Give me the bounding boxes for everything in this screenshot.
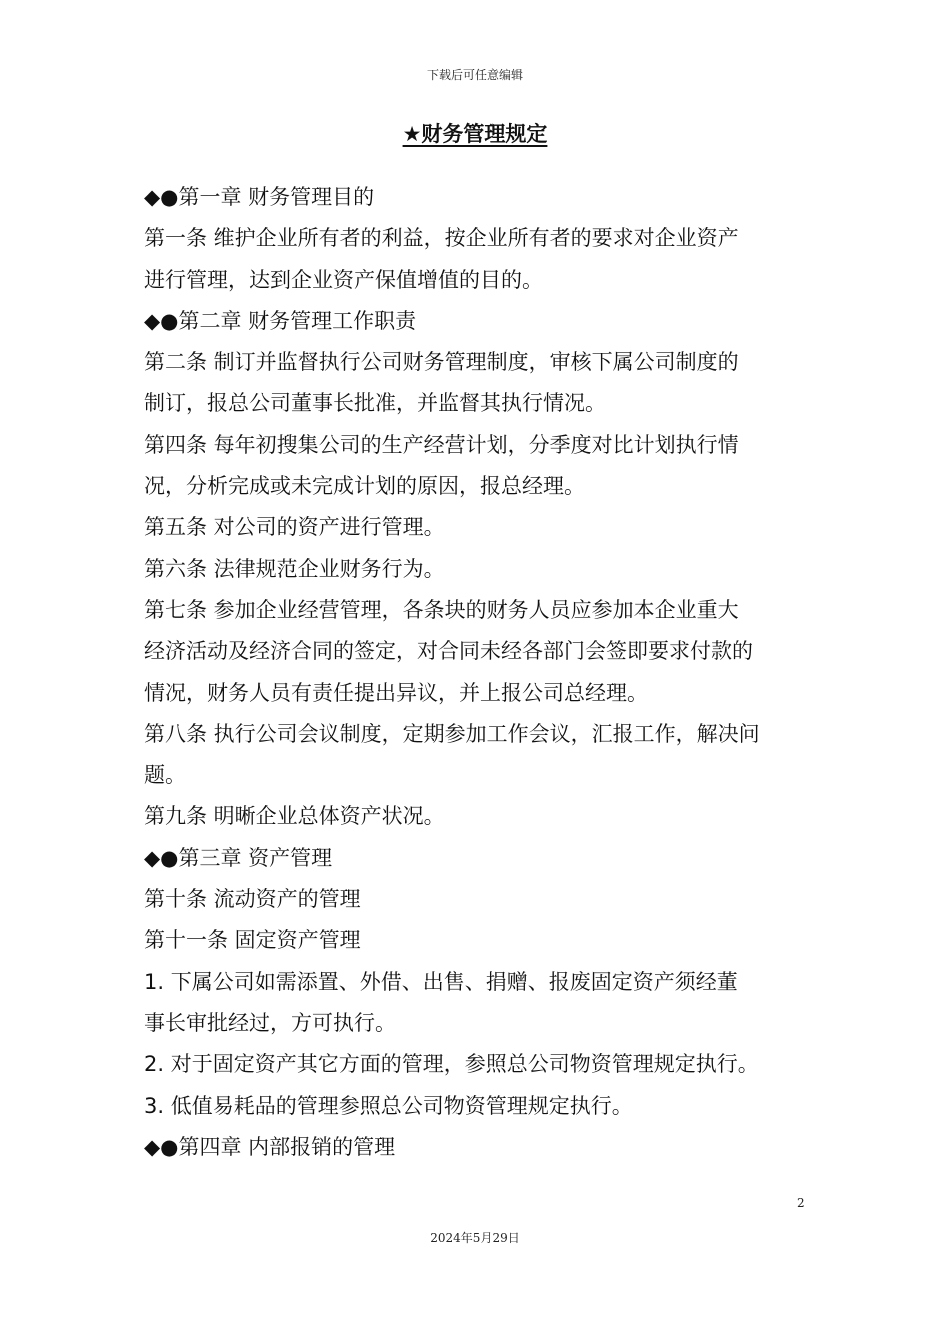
page-number: 2 [797, 1196, 805, 1210]
document-title: ★财务管理规定 [402, 122, 548, 146]
article-line: 第四条 每年初搜集公司的生产经营计划，分季度对比计划执行情 [144, 432, 739, 457]
article-line: 第七条 参加企业经营管理，各条块的财务人员应参加本企业重大 [144, 597, 739, 622]
article-line: 第十一条 固定资产管理 [144, 928, 361, 953]
footer-date: 2024年5月29日 [430, 1231, 520, 1245]
list-item: 事长审批经过，方可执行。 [144, 1010, 396, 1035]
article-line: 第九条 明晰企业总体资产状况。 [144, 804, 445, 829]
chapter-heading: ◆●第四章 内部报销的管理 [144, 1134, 396, 1159]
chapter-heading: ◆●第三章 资产管理 [144, 845, 333, 870]
article-line: 第八条 执行公司会议制度，定期参加工作会议，汇报工作，解决问 [144, 721, 760, 746]
chapter-heading: ◆●第一章 财务管理目的 [144, 185, 375, 209]
article-line: 第五条 对公司的资产进行管理。 [144, 515, 445, 540]
article-line: 第一条 维护企业所有者的利益，按企业所有者的要求对企业资产 [144, 226, 739, 251]
list-item: 3. 低值易耗品的管理参照总公司物资管理规定执行。 [144, 1093, 633, 1118]
document-body [144, 177, 814, 1168]
article-line: 制订，报总公司董事长批准，并监督其执行情况。 [144, 391, 606, 416]
list-item: 2. 对于固定资产其它方面的管理，参照总公司物资管理规定执行。 [144, 1052, 759, 1077]
article-line: 第六条 法律规范企业财务行为。 [144, 556, 445, 581]
article-line: 经济活动及经济合同的签定，对合同未经各部门会签即要求付款的 [144, 639, 753, 664]
article-line: 进行管理，达到企业资产保值增值的目的。 [144, 267, 543, 292]
article-line: 情况，财务人员有责任提出异议，并上报公司总经理。 [144, 680, 648, 705]
article-line: 题。 [144, 763, 186, 788]
chapter-heading: ◆●第二章 财务管理工作职责 [144, 308, 417, 333]
article-line: 况，分析完成或未完成计划的原因，报总经理。 [144, 474, 585, 499]
list-item: 1. 下属公司如需添置、外借、出售、捐赠、报废固定资产须经董 [144, 969, 738, 994]
header-note: 下载后可任意编辑 [426, 68, 523, 82]
article-line: 第十条 流动资产的管理 [144, 887, 361, 912]
article-line: 第二条 制订并监督执行公司财务管理制度，审核下属公司制度的 [144, 350, 739, 375]
